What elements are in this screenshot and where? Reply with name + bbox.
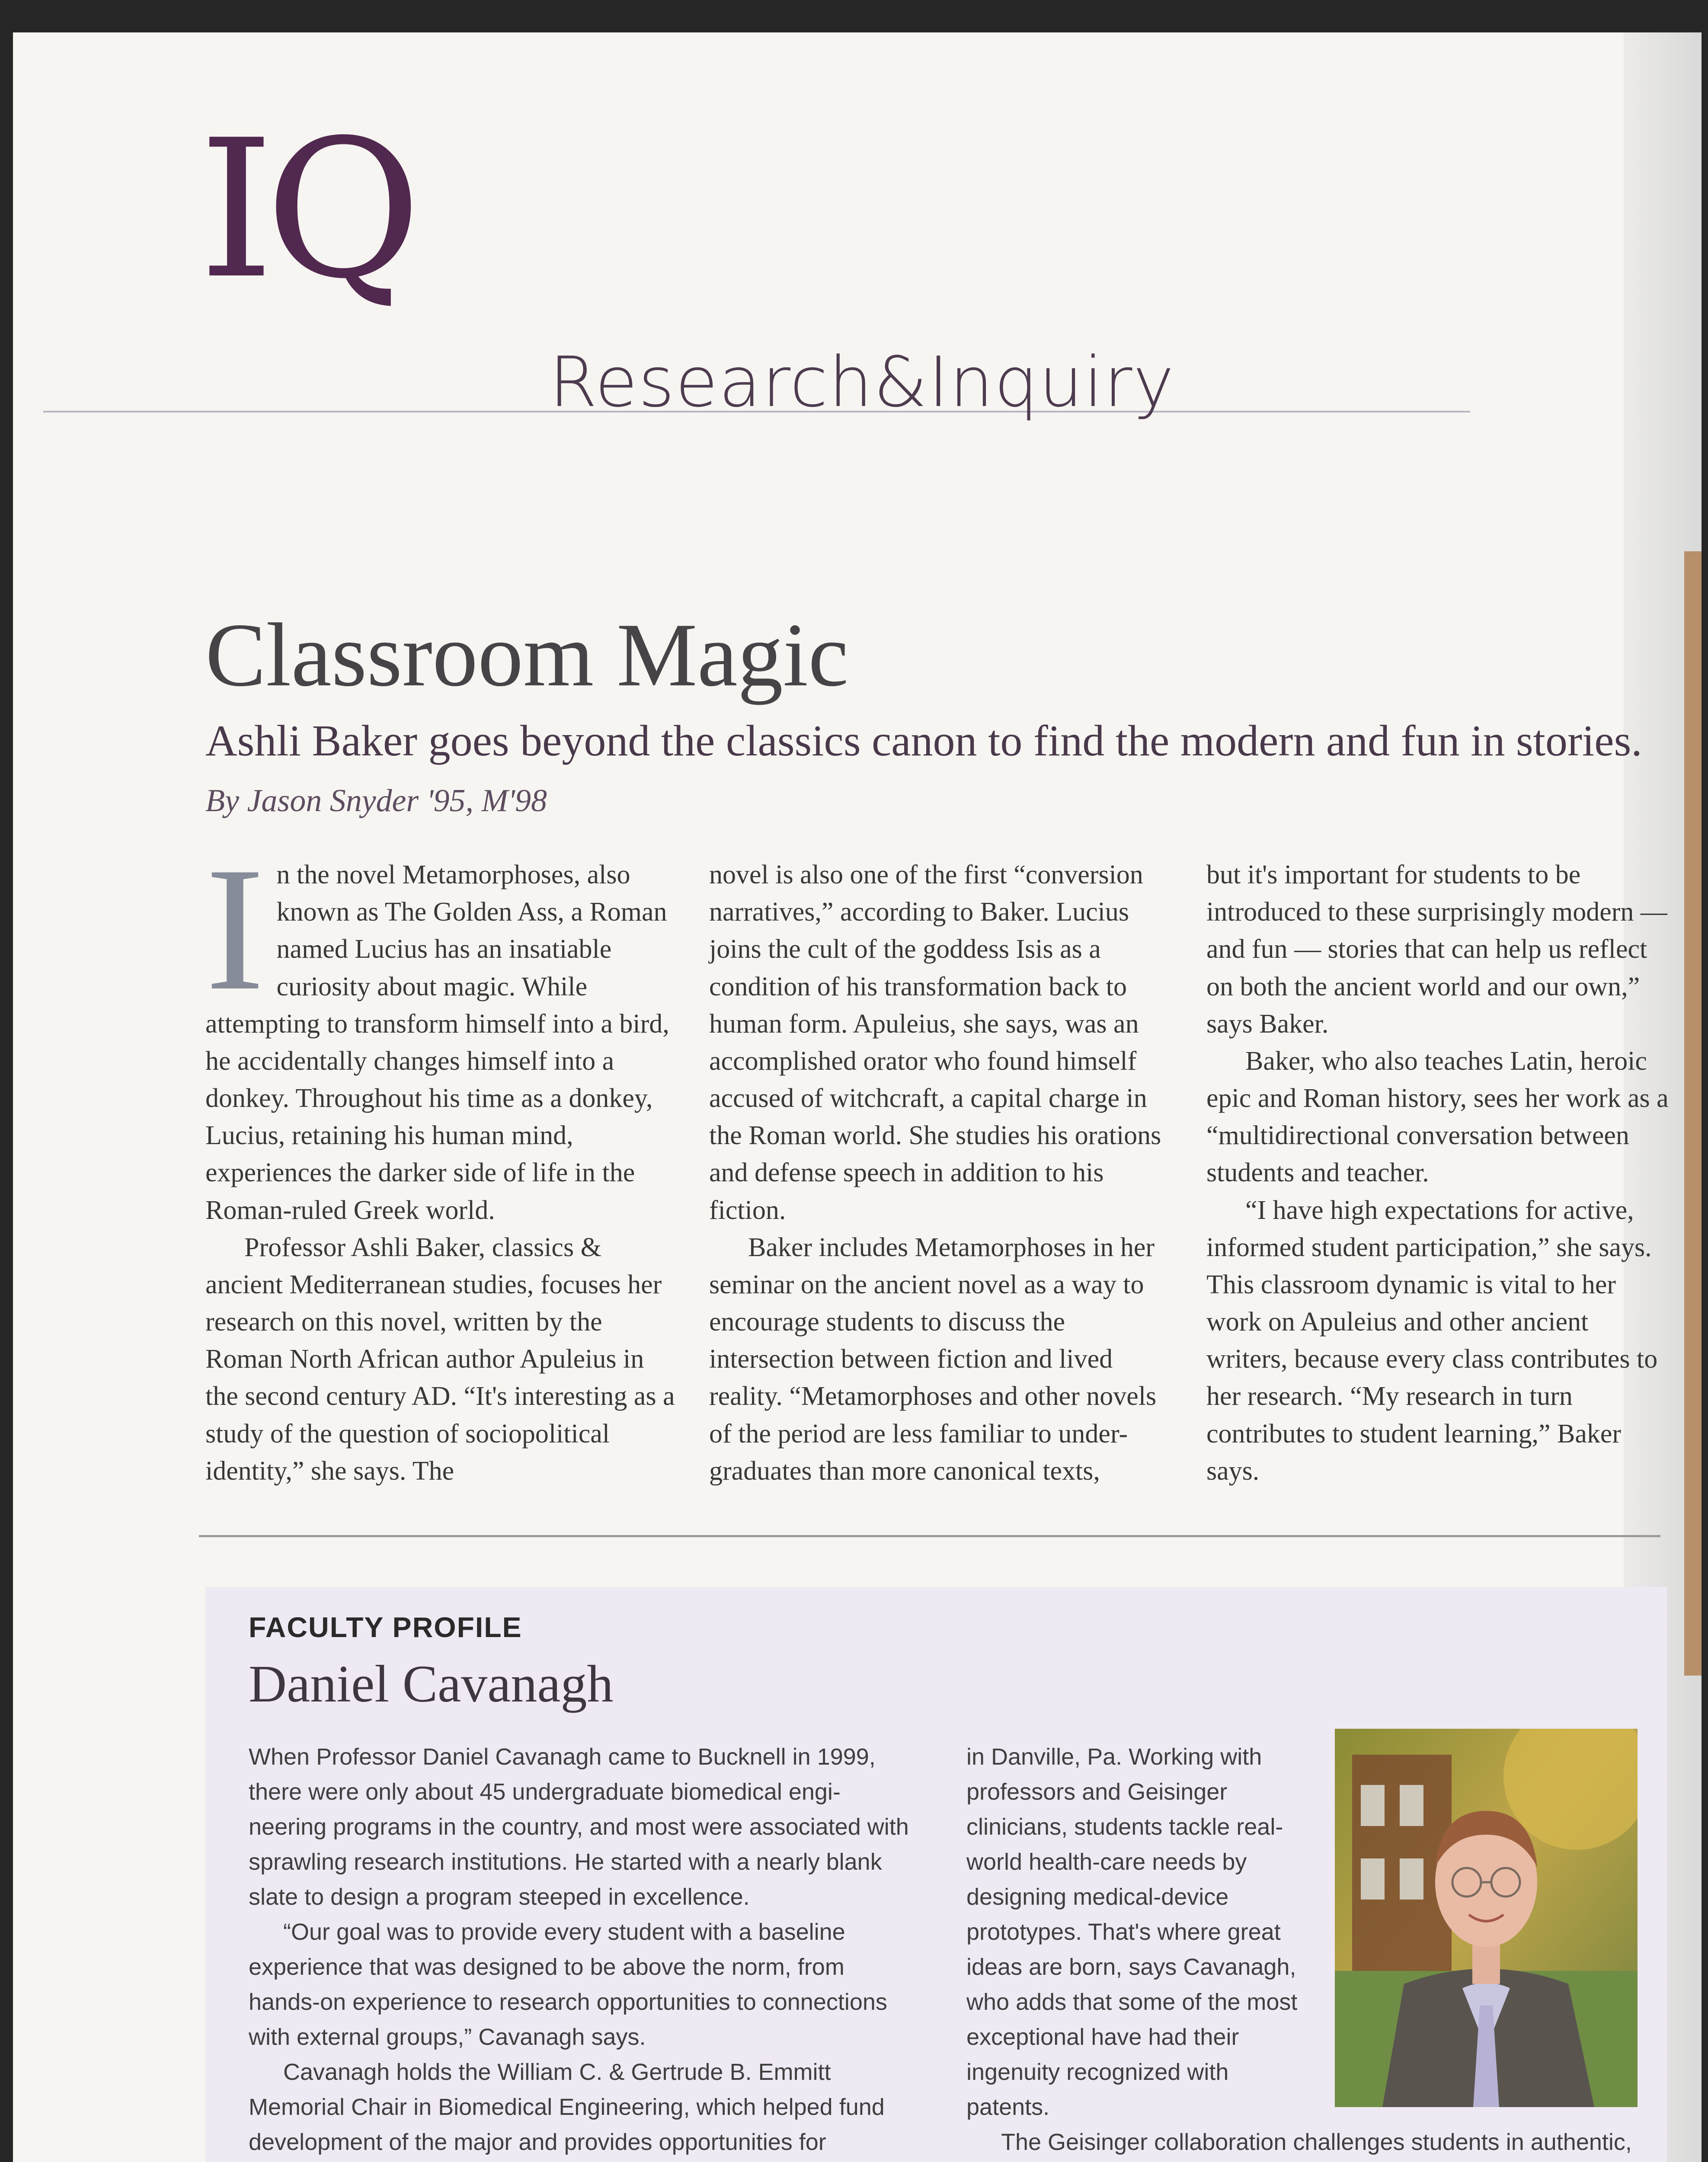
magazine-page <box>13 32 1702 2162</box>
profile-name: Daniel Cavanagh <box>249 1655 614 1713</box>
article-column-2 <box>709 856 1167 1490</box>
article-paragraph: novel is also one of the first “conversion narratives,” according to Baker. Lucius joins the cult of the goddess Isis as a condition of his transformation back to human form. Apuleius, she says, was an accomplished orator who found himself accused of witchcraft, a capital charge in the Roman world. She studies his orations and defense speech in addition to his fiction. <box>709 860 1161 1225</box>
profile-paragraph: in Danville, Pa. Working with professors and Geisinger clinicians, students tackle real-world health-care needs by designing medical-device prototypes. That's where great ideas are born, says Cavanagh, who adds that some of the most exceptional have had their ingenuity recognized with patents. <box>966 1744 1298 2120</box>
profile-paragraph: “Our goal was to provide every student with a baseline experience that was designed to be above the norm, from hands-on experience to research opportunities to connections with external groups,” Cavanagh says. <box>249 1919 887 2050</box>
article-paragraph: Baker includes Metamorphoses in her seminar on the ancient novel as a way to encourage students to discuss the intersection between fiction and lived reality. “Metamorphoses and other novels of the period are less familiar to under-graduates than more canonical texts, <box>709 1232 1157 1486</box>
story-divider <box>199 1535 1660 1537</box>
article-paragraph: “I have high expectations for active, informed student participation,” she says. This classroom dynamic is vital to her work on Apuleius and other ancient writers, because every class contributes to her research. “My research in turn contributes to student learning,” Baker says. <box>1206 1195 1658 1486</box>
section-logo: IQ <box>199 99 413 320</box>
profile-label: FACULTY PROFILE <box>249 1611 522 1643</box>
profile-paragraph: Cavanagh holds the William C. & Gertrude B. Emmitt Memorial Chair in Biomedical Engineering, which helped fund development of the major and provides opportunities for <box>249 2059 885 2155</box>
article-headline: Classroom Magic <box>205 605 849 705</box>
profile-paragraph: The Geisinger collaboration challenges students in authentic, <box>1001 2129 1632 2155</box>
article-paragraph: but it's important for students to be introduced to these surprisingly modern — and fun — stories that can help us reflect on both the ancient world and our own,” says Baker. <box>1206 860 1667 1039</box>
section-title: Research&Inquiry <box>549 342 1175 422</box>
article-paragraph: Professor Ashli Baker, classics & ancient Mediterranean studies, focuses her research on this novel, written by the Roman North African author Apuleius in the second century AD. “It's interesting as a study of the question of sociopolitical identity,” she says. The <box>205 1232 675 1486</box>
article-byline: By Jason Snyder '95, M'98 <box>205 783 547 819</box>
profile-paragraph: When Professor Daniel Cavanagh came to Bucknell in 1999, there were only about 45 undergraduate biomedical engi-neering programs in the country, and most were associated with sprawling research institutions. He started with a nearly blank slate to design a program steeped in excellence. <box>249 1744 909 1910</box>
article-column-1 <box>205 831 677 1490</box>
drop-cap: I <box>205 831 265 1027</box>
article-column-3 <box>1206 856 1669 1490</box>
facing-page-photo-edge <box>1684 551 1702 1676</box>
article-deck: Ashli Baker goes beyond the classics canon to find the modern and fun in stories. <box>205 716 1642 765</box>
article-paragraph: Baker, who also teaches Latin, heroic epic and Roman history, sees her work as a “multidirectional conversation between students and teacher. <box>1206 1046 1669 1188</box>
portrait-photo <box>1335 1729 1638 2107</box>
profile-column-1 <box>249 1740 915 2162</box>
profile-column-2 <box>966 1740 1632 2162</box>
article-paragraph: n the novel Metamorphoses, also known as The Golden Ass, a Roman named Lucius has an insatiable curiosity about magic. While attempting to transform himself into a bird, he accidentally changes himself into a donkey. Throughout his time as a donkey, Lucius, retaining his human mind, experiences the darker side of life in the Roman-ruled Greek world. <box>205 860 669 1225</box>
